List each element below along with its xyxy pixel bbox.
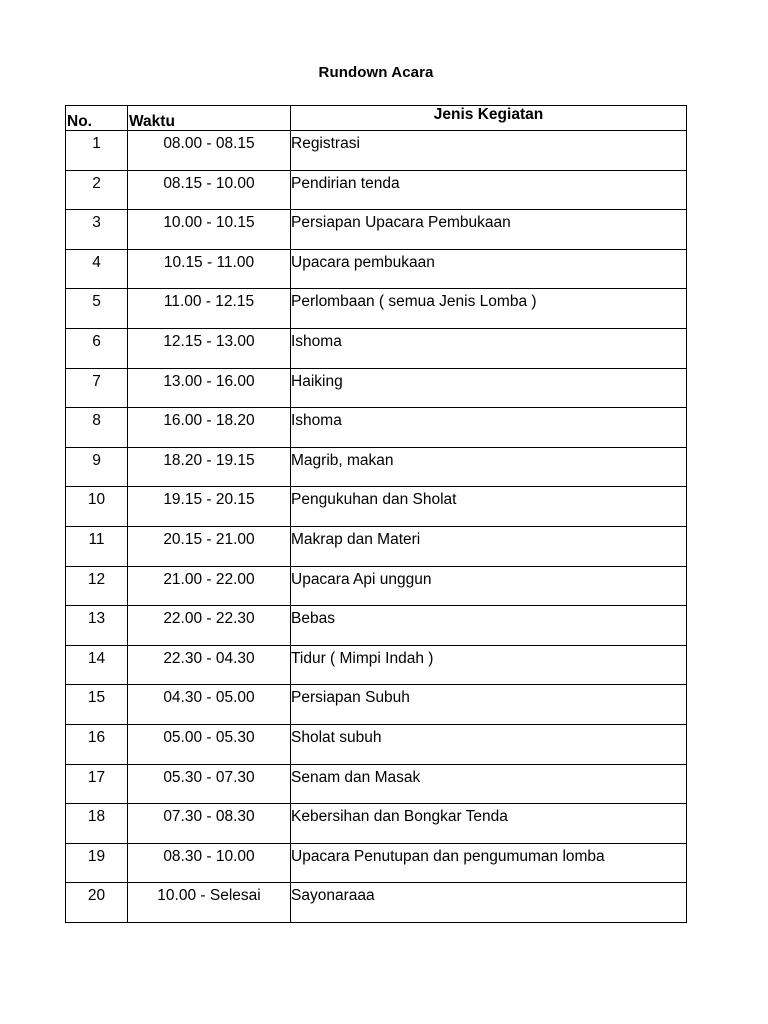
table-body: [66, 131, 687, 923]
row-activity: Upacara pembukaan: [291, 249, 687, 289]
table-row: [66, 883, 687, 923]
table-row: [66, 724, 687, 764]
row-time: 10.00 - Selesai: [128, 883, 291, 923]
row-number: 10: [66, 487, 128, 527]
row-activity: Upacara Api unggun: [291, 566, 687, 606]
row-activity: Sholat subuh: [291, 724, 687, 764]
row-activity: Magrib, makan: [291, 447, 687, 487]
table-row: [66, 131, 687, 171]
row-activity: Persiapan Subuh: [291, 685, 687, 725]
row-activity: Tidur ( Mimpi Indah ): [291, 645, 687, 685]
row-time: 08.30 - 10.00: [128, 843, 291, 883]
row-time: 20.15 - 21.00: [128, 526, 291, 566]
table-header-row: [66, 106, 687, 131]
row-activity: Upacara Penutupan dan pengumuman lomba: [291, 843, 687, 883]
row-number: 11: [66, 526, 128, 566]
row-number: 6: [66, 328, 128, 368]
row-number: 8: [66, 408, 128, 448]
row-number: 19: [66, 843, 128, 883]
row-time: 04.30 - 05.00: [128, 685, 291, 725]
table-row: [66, 487, 687, 527]
page-title: Rundown Acara: [318, 64, 434, 81]
row-number: 3: [66, 210, 128, 250]
row-time: 10.00 - 10.15: [128, 210, 291, 250]
row-time: 10.15 - 11.00: [128, 249, 291, 289]
row-activity: Ishoma: [291, 408, 687, 448]
row-number: 20: [66, 883, 128, 923]
row-number: 18: [66, 804, 128, 844]
row-number: 14: [66, 645, 128, 685]
row-number: 17: [66, 764, 128, 804]
row-time: 08.15 - 10.00: [128, 170, 291, 210]
row-number: 5: [66, 289, 128, 329]
row-time: 08.00 - 08.15: [128, 131, 291, 171]
row-activity: Pendirian tenda: [291, 170, 687, 210]
row-number: 12: [66, 566, 128, 606]
row-activity: Perlombaan ( semua Jenis Lomba ): [291, 289, 687, 329]
header-no: No.: [66, 106, 128, 131]
table-row: [66, 645, 687, 685]
row-activity: Persiapan Upacara Pembukaan: [291, 210, 687, 250]
table-row: [66, 447, 687, 487]
row-time: 11.00 - 12.15: [128, 289, 291, 329]
row-time: 19.15 - 20.15: [128, 487, 291, 527]
row-time: 22.30 - 04.30: [128, 645, 291, 685]
table-row: [66, 685, 687, 725]
row-activity: Registrasi: [291, 131, 687, 171]
row-number: 1: [66, 131, 128, 171]
row-activity: Ishoma: [291, 328, 687, 368]
row-number: 13: [66, 606, 128, 646]
table-row: [66, 804, 687, 844]
row-activity: Kebersihan dan Bongkar Tenda: [291, 804, 687, 844]
rundown-table: [65, 105, 687, 923]
row-time: 18.20 - 19.15: [128, 447, 291, 487]
table-row: [66, 170, 687, 210]
row-activity: Senam dan Masak: [291, 764, 687, 804]
table-row: [66, 843, 687, 883]
table-row: [66, 526, 687, 566]
row-activity: Pengukuhan dan Sholat: [291, 487, 687, 527]
row-time: 22.00 - 22.30: [128, 606, 291, 646]
table-row: [66, 764, 687, 804]
row-time: 12.15 - 13.00: [128, 328, 291, 368]
row-activity: Sayonaraaa: [291, 883, 687, 923]
header-activity: Jenis Kegiatan: [291, 106, 687, 131]
table-row: [66, 249, 687, 289]
table-row: [66, 289, 687, 329]
row-number: 7: [66, 368, 128, 408]
table-row: [66, 566, 687, 606]
row-time: 21.00 - 22.00: [128, 566, 291, 606]
row-activity: Bebas: [291, 606, 687, 646]
header-time: Waktu: [128, 106, 291, 131]
row-number: 4: [66, 249, 128, 289]
table-row: [66, 368, 687, 408]
row-activity: Haiking: [291, 368, 687, 408]
table-row: [66, 210, 687, 250]
row-time: 13.00 - 16.00: [128, 368, 291, 408]
row-activity: Makrap dan Materi: [291, 526, 687, 566]
row-time: 07.30 - 08.30: [128, 804, 291, 844]
row-number: 9: [66, 447, 128, 487]
table-row: [66, 408, 687, 448]
table-row: [66, 606, 687, 646]
row-number: 16: [66, 724, 128, 764]
table-row: [66, 328, 687, 368]
row-time: 05.00 - 05.30: [128, 724, 291, 764]
row-number: 2: [66, 170, 128, 210]
row-time: 05.30 - 07.30: [128, 764, 291, 804]
row-number: 15: [66, 685, 128, 725]
row-time: 16.00 - 18.20: [128, 408, 291, 448]
